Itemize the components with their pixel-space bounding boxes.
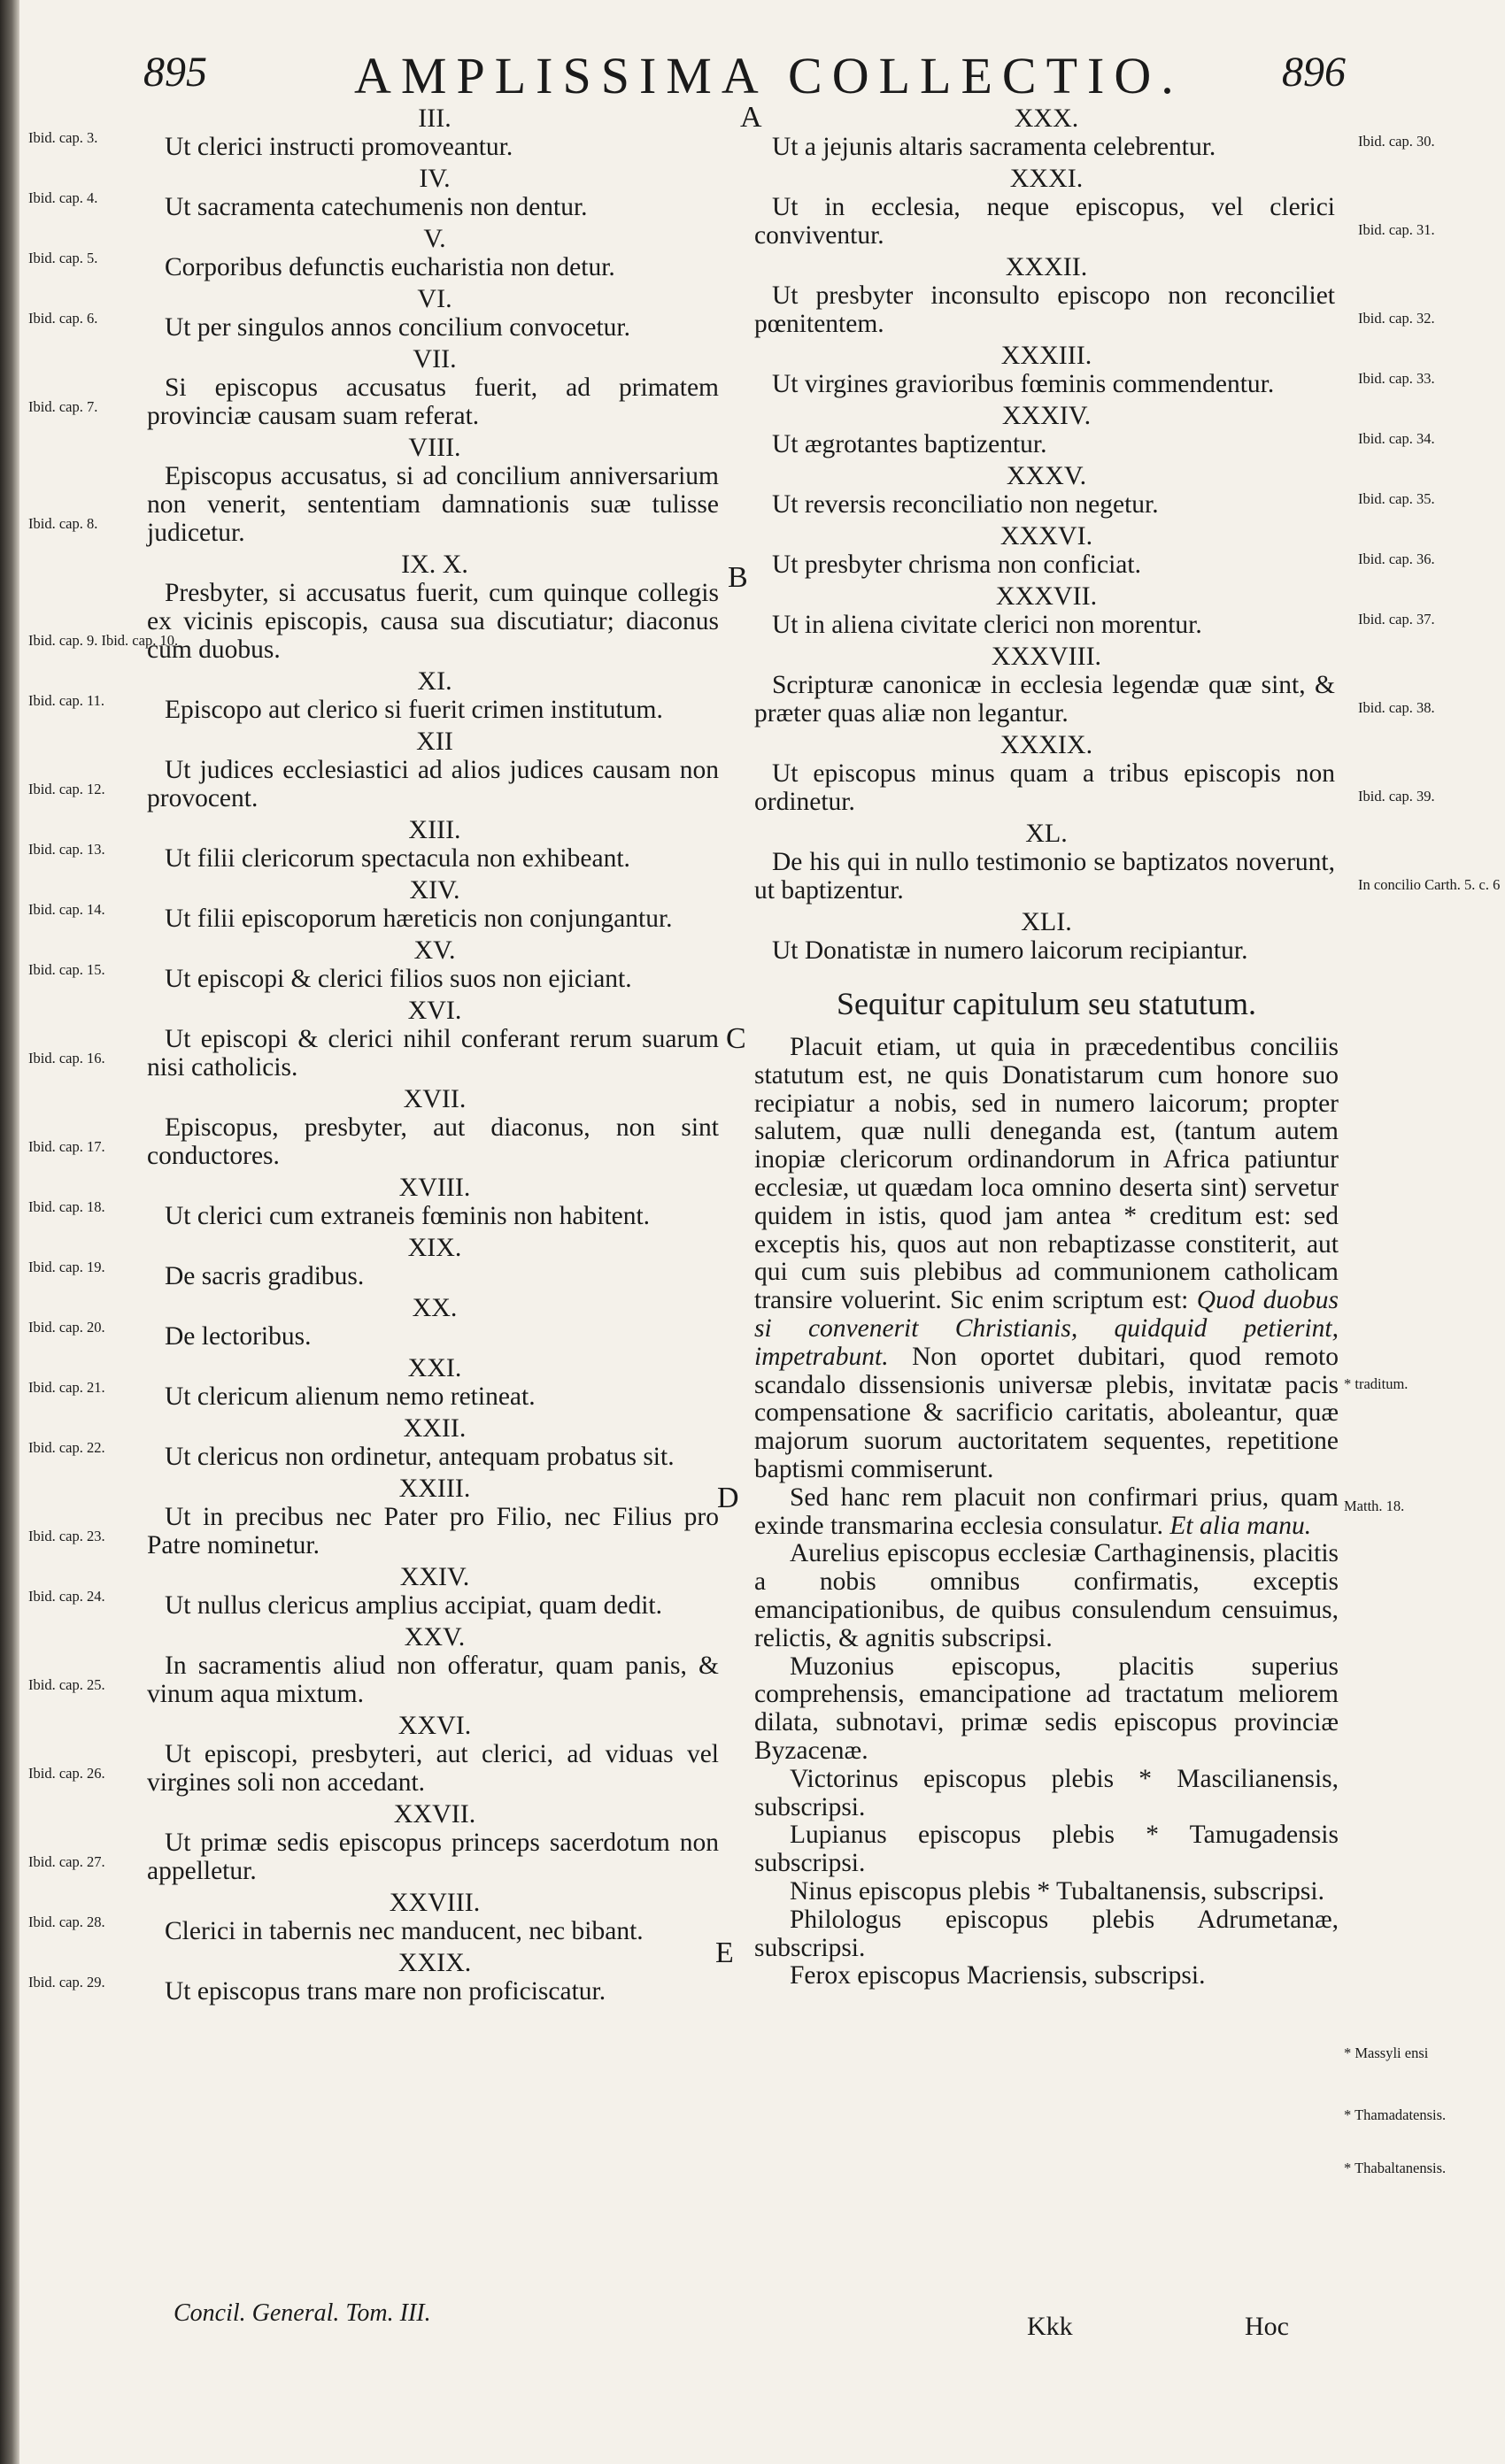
- book-spine-shadow: [0, 0, 19, 2464]
- chapter-entry: [28, 875, 722, 933]
- chapter-title: Corporibus defunctis eucharistia non detur.: [165, 253, 615, 281]
- paragraph-placuit-text: Placuit etiam, ut quia in præcedentibus conciliis statutum est, ne quis Donatistarum cum honore suo recipiatur a nobis, sed in numero laicorum; propter salutem, quæ nulli deneganda est, (tantum autem inopiæ clericorum ordinandorum in Africa patiuntur ecclesiæ, ut quædam loca omnino deserta sint) servetur quidem in istis, quod jam antea * creditum est: sed exceptis his, quos aut non rebaptizasse constiterit, aut qui cum suis plebibus ad communionem catholicam transire voluerint. Sic enim scriptum est:: [754, 1033, 1339, 1315]
- paragraph-sed-hanc-text: Sed hanc rem placuit non confirmari prius, quam exinde transmarina ecclesia consulatur.: [754, 1482, 1339, 1540]
- chapter-number: XVI.: [407, 996, 462, 1025]
- chapter-title: Ut episcopi, presbyteri, aut clerici, ad viduas vel virgines soli non accedant.: [147, 1740, 719, 1797]
- margin-reference: Ibid. cap. 36.: [1358, 551, 1435, 567]
- chapter-title: Ut episcopus trans mare non proficiscatur.: [165, 1977, 606, 2006]
- chapter-number: XIX.: [407, 1233, 462, 1262]
- chapter-entry: [28, 1084, 722, 1170]
- chapter-entry: [28, 344, 722, 430]
- chapter-title: Ut presbyter chrisma non conficiat.: [772, 551, 1141, 579]
- chapter-title: Clerici in tabernis nec manducent, nec bibant.: [165, 1917, 644, 1945]
- chapter-entry: [28, 1293, 722, 1351]
- scripture-quotation: Quod duobus si convenerit Christianis, quidquid petierint, impetrabunt.: [754, 1286, 1339, 1371]
- signature-mark: Kkk: [1027, 2312, 1073, 2341]
- chapter-number: XI.: [417, 666, 452, 696]
- signature-philologus: Philologus episcopus plebis Adrumetanæ, subscripsi.: [754, 1905, 1339, 1962]
- chapter-number: XLI.: [1021, 907, 1072, 936]
- alia-manu-note: Et alia manu.: [1169, 1511, 1312, 1540]
- margin-reference: Ibid. cap. 7.: [28, 398, 98, 415]
- note-matth: Matth. 18.: [1344, 1498, 1405, 1514]
- chapter-entry: [754, 908, 1339, 965]
- chapter-number: XXVI.: [397, 1711, 472, 1740]
- margin-reference: Ibid. cap. 20.: [28, 1319, 105, 1336]
- chapter-entry: [754, 521, 1435, 579]
- chapter-number: IV.: [419, 164, 451, 193]
- margin-reference: Ibid. cap. 5.: [28, 250, 98, 266]
- chapter-number: VIII.: [408, 433, 461, 462]
- margin-reference: Ibid. cap. 31.: [1358, 221, 1435, 238]
- chapter-number: IX. X.: [401, 550, 468, 579]
- chapter-title: Ut judices ecclesiastici ad alios judices causam non provocent.: [147, 756, 719, 812]
- chapter-title: Ut nullus clericus amplius accipiat, quam dedit.: [165, 1591, 662, 1620]
- chapter-title: Ut Donatistæ in numero laicorum recipiantur.: [772, 936, 1248, 965]
- margin-reference: Ibid. cap. 15.: [28, 961, 105, 978]
- margin-reference: Ibid. cap. 3.: [28, 129, 98, 146]
- margin-reference: Ibid. cap. 16.: [28, 1050, 105, 1066]
- chapter-number: XIII.: [408, 815, 461, 844]
- chapter-title: Ut ægrotantes baptizentur.: [772, 430, 1047, 458]
- left-column: [28, 104, 722, 2009]
- footer-volume: Concil. General. Tom. III.: [174, 2299, 431, 2327]
- chapter-entry: [754, 341, 1435, 398]
- chapter-entry: [28, 1562, 722, 1620]
- chapter-entry: [28, 284, 722, 342]
- chapter-entry: [28, 1888, 722, 1945]
- chapter-title: Presbyter, si accusatus fuerit, cum quinque collegis ex vicinis episcopis, causa sua discutiatur; diaconus cum duobus.: [147, 579, 719, 664]
- chapter-number: VII.: [413, 344, 457, 373]
- chapter-title: Si episcopus accusatus fuerit, ad primatem provinciæ causam suam referat.: [147, 373, 719, 430]
- signature-ferox: Ferox episcopus Macriensis, subscripsi.: [790, 1961, 1206, 1990]
- chapter-title: Episcopus accusatus, si ad concilium anniversarium non venerit, sententiam damnationis suæ tulisse judicetur.: [147, 462, 719, 547]
- margin-reference: Ibid. cap. 33.: [1358, 370, 1435, 387]
- catchword: Hoc: [1245, 2312, 1289, 2341]
- chapter-entry: [28, 1233, 722, 1290]
- chapter-entry: [28, 224, 722, 281]
- signature-victorinus: Victorinus episcopus plebis * Mascilianensis, subscripsi.: [754, 1764, 1339, 1821]
- chapter-title: Ut per singulos annos concilium convocetur.: [165, 313, 630, 342]
- margin-reference: Ibid. cap. 9. Ibid. cap. 10.: [28, 632, 179, 649]
- chapter-title: De his qui in nullo testimonio se baptizatos noverunt, ut baptizentur.: [754, 848, 1335, 905]
- chapter-entry: [28, 1622, 722, 1708]
- chapter-number: XXV.: [404, 1622, 466, 1652]
- page-number-right: 896: [1282, 49, 1346, 96]
- chapter-number: XXIV.: [399, 1562, 470, 1591]
- margin-reference: Ibid. cap. 14.: [28, 901, 105, 918]
- section-heading: Sequitur capitulum seu statutum.: [837, 986, 1256, 1021]
- chapter-number: XXXVII.: [995, 581, 1098, 611]
- chapter-number: XII: [416, 727, 453, 756]
- paragraph-placuit: [754, 1034, 1339, 1484]
- chapter-title: Episcopus, presbyter, aut diaconus, non sint conductores.: [147, 1113, 719, 1170]
- chapter-title: Ut reversis reconciliatio non negetur.: [772, 490, 1159, 519]
- margin-reference: Ibid. cap. 27.: [28, 1853, 105, 1870]
- margin-reference: Ibid. cap. 22.: [28, 1439, 105, 1456]
- margin-reference: Ibid. cap. 11.: [28, 692, 104, 709]
- chapter-title: Ut filii episcoporum hæreticis non conjungantur.: [165, 905, 673, 933]
- margin-reference: In concilio Carth. 5. c. 6: [1358, 876, 1501, 893]
- chapter-entry: [754, 164, 1435, 250]
- chapter-number: XXXVI.: [999, 521, 1093, 551]
- note-traditum: * traditum.: [1344, 1375, 1409, 1392]
- chapter-entry: [28, 433, 722, 547]
- chapter-entry: [28, 727, 722, 812]
- chapter-number: XXXIII.: [1000, 341, 1092, 370]
- chapter-entry: [754, 730, 1435, 816]
- chapter-number: XIV.: [409, 875, 460, 905]
- margin-letter-a: A: [740, 101, 762, 134]
- chapter-entry: [754, 642, 1435, 728]
- note-massyli: * Massyli ensi: [1344, 2044, 1429, 2061]
- chapter-entry: [754, 581, 1435, 639]
- margin-reference: Ibid. cap. 30.: [1358, 133, 1435, 150]
- chapter-entry: [28, 164, 722, 221]
- margin-letter-b: B: [728, 561, 748, 594]
- note-thamada: * Thamadatensis.: [1344, 2106, 1447, 2123]
- signature-ninus: Ninus episcopus plebis * Tubaltanensis, subscripsi.: [790, 1876, 1324, 1906]
- chapter-number: XXIII.: [398, 1474, 471, 1503]
- margin-reference: Ibid. cap. 21.: [28, 1379, 105, 1396]
- margin-letter-d: D: [717, 1482, 739, 1514]
- margin-reference: Ibid. cap. 28.: [28, 1913, 105, 1930]
- chapter-entry: [754, 401, 1435, 458]
- margin-reference: Ibid. cap. 17.: [28, 1138, 105, 1155]
- chapter-number: VI.: [417, 284, 452, 313]
- margin-reference: Ibid. cap. 12.: [28, 781, 105, 797]
- margin-reference: Ibid. cap. 13.: [28, 841, 105, 858]
- chapter-number: XXII.: [403, 1413, 467, 1443]
- margin-reference: Ibid. cap. 25.: [28, 1676, 105, 1693]
- chapter-entry: [28, 1353, 722, 1411]
- chapter-number: XXXII.: [1005, 252, 1088, 281]
- chapter-title: Scripturæ canonicæ in ecclesia legendæ quæ sint, & præter quas aliæ non legantur.: [754, 671, 1335, 728]
- chapter-number: XXXVIII.: [991, 642, 1102, 671]
- chapter-entry: [28, 1799, 722, 1885]
- margin-reference: Ibid. cap. 39.: [1358, 788, 1435, 805]
- signature-lupianus: Lupianus episcopus plebis * Tamugadensis subscripsi.: [754, 1821, 1339, 1878]
- margin-reference: Ibid. cap. 34.: [1358, 430, 1435, 447]
- chapter-number: XX.: [412, 1293, 458, 1322]
- chapter-number: XXXV.: [1006, 461, 1087, 490]
- running-title: AMPLISSIMA COLLECTIO.: [354, 47, 1184, 104]
- chapter-title: Ut clericus non ordinetur, antequam probatus sit.: [165, 1443, 675, 1471]
- paragraph-placuit-continued: Non oportet dubitari, quod remoto scandalo dissensionis universæ plebis, invitatæ pacis compensatione & sacrificio caritatis, aboleantur, quæ majorum suorum auctoritatem sequentes, repetitione baptismi commiserunt.: [754, 1342, 1339, 1483]
- chapter-entry: [28, 1173, 722, 1230]
- chapter-entry: [28, 1474, 722, 1559]
- chapter-number: XXXI.: [1009, 164, 1084, 193]
- chapter-title: Ut a jejunis altaris sacramenta celebrentur.: [772, 133, 1216, 161]
- right-chapter-list: [754, 104, 1501, 965]
- chapter-entry: [28, 936, 722, 993]
- chapter-entry: [28, 996, 722, 1082]
- margin-reference: Ibid. cap. 35.: [1358, 490, 1435, 507]
- paragraph-muzonius: Muzonius episcopus, placitis superius comprehensis, emancipatione ad tractatum meliorem dilata, subnotavi, primæ sedis episcopus provinciæ Byzacenæ.: [754, 1652, 1339, 1765]
- chapter-entry: [754, 461, 1435, 519]
- chapter-entry: [28, 815, 722, 873]
- chapter-title: Ut clerici instructi promoveantur.: [165, 133, 513, 161]
- margin-reference: Ibid. cap. 32.: [1358, 310, 1435, 327]
- chapter-number: XL.: [1025, 819, 1068, 848]
- chapter-entry: [754, 104, 1435, 161]
- chapter-entry: [754, 819, 1501, 905]
- chapter-title: Ut virgines gravioribus fœminis commendentur.: [772, 370, 1275, 398]
- chapter-title: Ut episcopi & clerici nihil conferant rerum suarum nisi catholicis.: [147, 1025, 719, 1082]
- paragraph-sed-hanc: [754, 1484, 1339, 1541]
- chapter-title: Ut sacramenta catechumenis non dentur.: [165, 193, 588, 221]
- note-thabalta: * Thabaltanensis.: [1344, 2160, 1447, 2176]
- chapter-number: XXVII.: [393, 1799, 476, 1829]
- chapter-title: Ut clericum alienum nemo retineat.: [165, 1382, 536, 1411]
- chapter-title: Episcopo aut clerico si fuerit crimen institutum.: [165, 696, 663, 724]
- chapter-entry: [754, 252, 1435, 338]
- chapter-entry: [28, 550, 722, 664]
- chapter-number: XVII.: [403, 1084, 467, 1113]
- chapter-number: XXXIV.: [1001, 401, 1092, 430]
- margin-reference: Ibid. cap. 6.: [28, 310, 98, 327]
- margin-reference: Ibid. cap. 8.: [28, 515, 98, 532]
- chapter-number: XXIX.: [397, 1948, 472, 1977]
- chapter-title: De sacris gradibus.: [165, 1262, 365, 1290]
- margin-reference: Ibid. cap. 19.: [28, 1259, 105, 1275]
- chapter-title: Ut episcopus minus quam a tribus episcopis non ordinetur.: [754, 759, 1335, 816]
- chapter-title: Ut filii clericorum spectacula non exhibeant.: [165, 844, 630, 873]
- chapter-title: Ut episcopi & clerici filios suos non ejiciant.: [165, 965, 632, 993]
- margin-reference: Ibid. cap. 29.: [28, 1974, 105, 1990]
- chapter-entry: [28, 1711, 722, 1797]
- chapter-number: III.: [418, 104, 452, 133]
- margin-reference: Ibid. cap. 26.: [28, 1765, 105, 1782]
- chapter-title: In sacramentis aliud non offeratur, quam panis, & vinum aqua mixtum.: [147, 1652, 719, 1708]
- chapter-number: XXXIX.: [999, 730, 1093, 759]
- chapter-number: V.: [423, 224, 446, 253]
- chapter-number: XV.: [413, 936, 456, 965]
- margin-reference: Ibid. cap. 24.: [28, 1588, 105, 1605]
- chapter-entry: [28, 1948, 722, 2006]
- margin-reference: Ibid. cap. 38.: [1358, 699, 1435, 716]
- chapter-title: Ut in precibus nec Pater pro Filio, nec Filius pro Patre nominetur.: [147, 1503, 719, 1559]
- chapter-number: XXVIII.: [389, 1888, 481, 1917]
- margin-reference: Ibid. cap. 4.: [28, 189, 98, 206]
- margin-reference: Ibid. cap. 18.: [28, 1198, 105, 1215]
- page-number-left: 895: [143, 49, 207, 96]
- margin-letter-c: C: [726, 1022, 746, 1055]
- chapter-entry: [28, 666, 722, 724]
- chapter-entry: [28, 104, 722, 161]
- chapter-number: XXX.: [1014, 104, 1079, 133]
- margin-reference: Ibid. cap. 37.: [1358, 611, 1435, 628]
- chapter-title: Ut in ecclesia, neque episcopus, vel clerici conviventur.: [754, 193, 1335, 250]
- margin-letter-e: E: [715, 1937, 734, 1969]
- chapter-title: Ut primæ sedis episcopus princeps sacerdotum non appelletur.: [147, 1829, 719, 1885]
- chapter-number: XXI.: [407, 1353, 462, 1382]
- chapter-title: Ut presbyter inconsulto episcopo non reconciliet pœnitentem.: [754, 281, 1335, 338]
- chapter-title: Ut in aliena civitate clerici non morentur.: [772, 611, 1202, 639]
- paragraph-aurelius: Aurelius episcopus ecclesiæ Carthaginensis, placitis a nobis omnibus confirmatis, exceptis emancipationibus, de quibus consulendum censuimus, relictis, & agnitis subscripsi.: [754, 1539, 1339, 1652]
- chapter-title: Ut clerici cum extraneis fœminis non habitent.: [165, 1202, 651, 1230]
- chapter-title: De lectoribus.: [165, 1322, 312, 1351]
- chapter-number: XVIII.: [398, 1173, 471, 1202]
- running-header: [0, 39, 1505, 110]
- chapter-entry: [28, 1413, 722, 1471]
- margin-reference: Ibid. cap. 23.: [28, 1528, 105, 1544]
